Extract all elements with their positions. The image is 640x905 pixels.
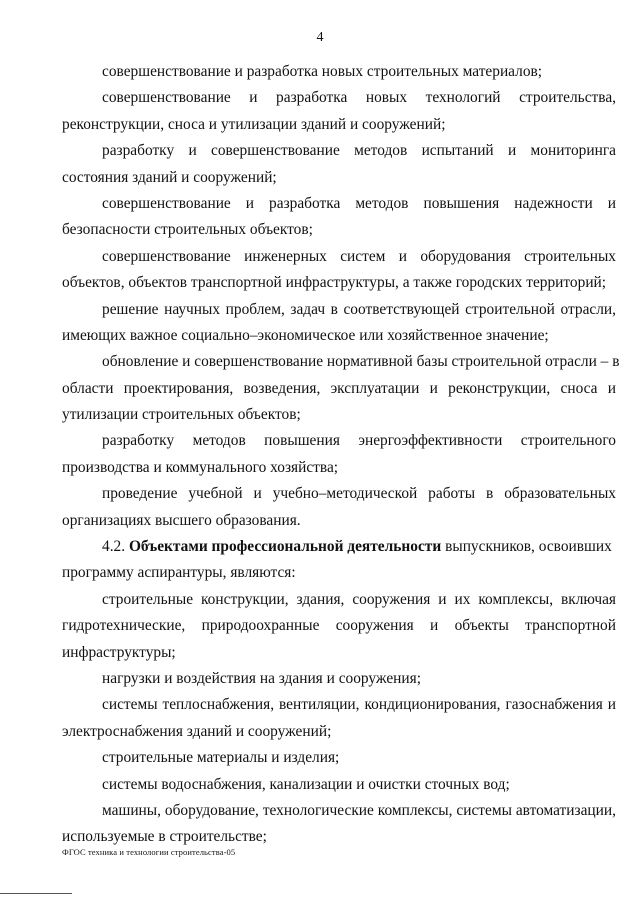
text-line: совершенствование и разработка методов повышения надежности и [102,194,616,212]
page-number: 4 [316,30,324,45]
bottom-rule [0,893,72,894]
text-line: имеющих важное социально–экономическое или хозяйственное значение; [62,326,549,344]
section-number: 4.2. [102,538,129,556]
text-line: проведение учебной и учебно–методической работы в образовательных [102,485,616,503]
text-line: строительные конструкции, здания, сооружения и их комплексы, включая [102,590,616,608]
text-line: системы водоснабжения, канализации и очистки сточных вод; [102,775,510,793]
text-run: выпускников, освоивших [441,538,612,556]
text-line: совершенствование и разработка новых технологий строительства, [102,89,616,107]
text-line: инфраструктуры; [62,643,176,661]
text-line: совершенствование инженерных систем и оборудования строительных [102,247,616,265]
text-line [62,534,616,560]
document-footer: ФГОС техника и технологии строительства-05 [62,847,236,857]
text-line: организациях высшего образования. [62,511,301,529]
text-line: системы теплоснабжения, вентиляции, кондиционирования, газоснабжения и [102,696,616,714]
text-line: области проектирования, возведения, эксплуатации и реконструкции, сноса и [62,379,616,397]
text-line: машины, оборудование, технологические комплексы, системы автоматизации, [102,801,616,819]
text-line: производства и коммунального хозяйства; [62,458,339,476]
text-line: состояния зданий и сооружений; [62,168,277,186]
bold-term: Объектами профессиональной деятельности [128,538,442,556]
text-line: обновление и совершенствование нормативной базы строительной отрасли – в [102,353,620,371]
text-line: утилизации строительных объектов; [62,406,301,424]
text-line: разработку методов повышения энергоэффективности строительного [102,432,616,450]
text-line: объектов, объектов транспортной инфраструктуры, а также городских территорий; [62,274,607,292]
text-line: используемые в строительстве; [62,828,267,846]
text-line: реконструкции, сноса и утилизации зданий и сооружений; [62,115,446,133]
text-line: совершенствование и разработка новых строительных материалов; [102,63,543,80]
text-line: строительные материалы и изделия; [102,749,340,767]
text-line: разработку и совершенствование методов испытаний и мониторинга [102,142,616,160]
text-line: программу аспирантуры, являются: [62,564,296,582]
document-body [62,59,620,851]
text-line: нагрузки и воздействия на здания и сооружения; [102,669,421,687]
text-line: электроснабжения зданий и сооружений; [62,722,332,740]
text-line: безопасности строительных объектов; [62,221,313,239]
text-line: решение научных проблем, задач в соответствующей строительной отрасли, [102,300,616,318]
text-line: гидротехнические, природоохранные сооружения и объекты транспортной [62,617,616,635]
